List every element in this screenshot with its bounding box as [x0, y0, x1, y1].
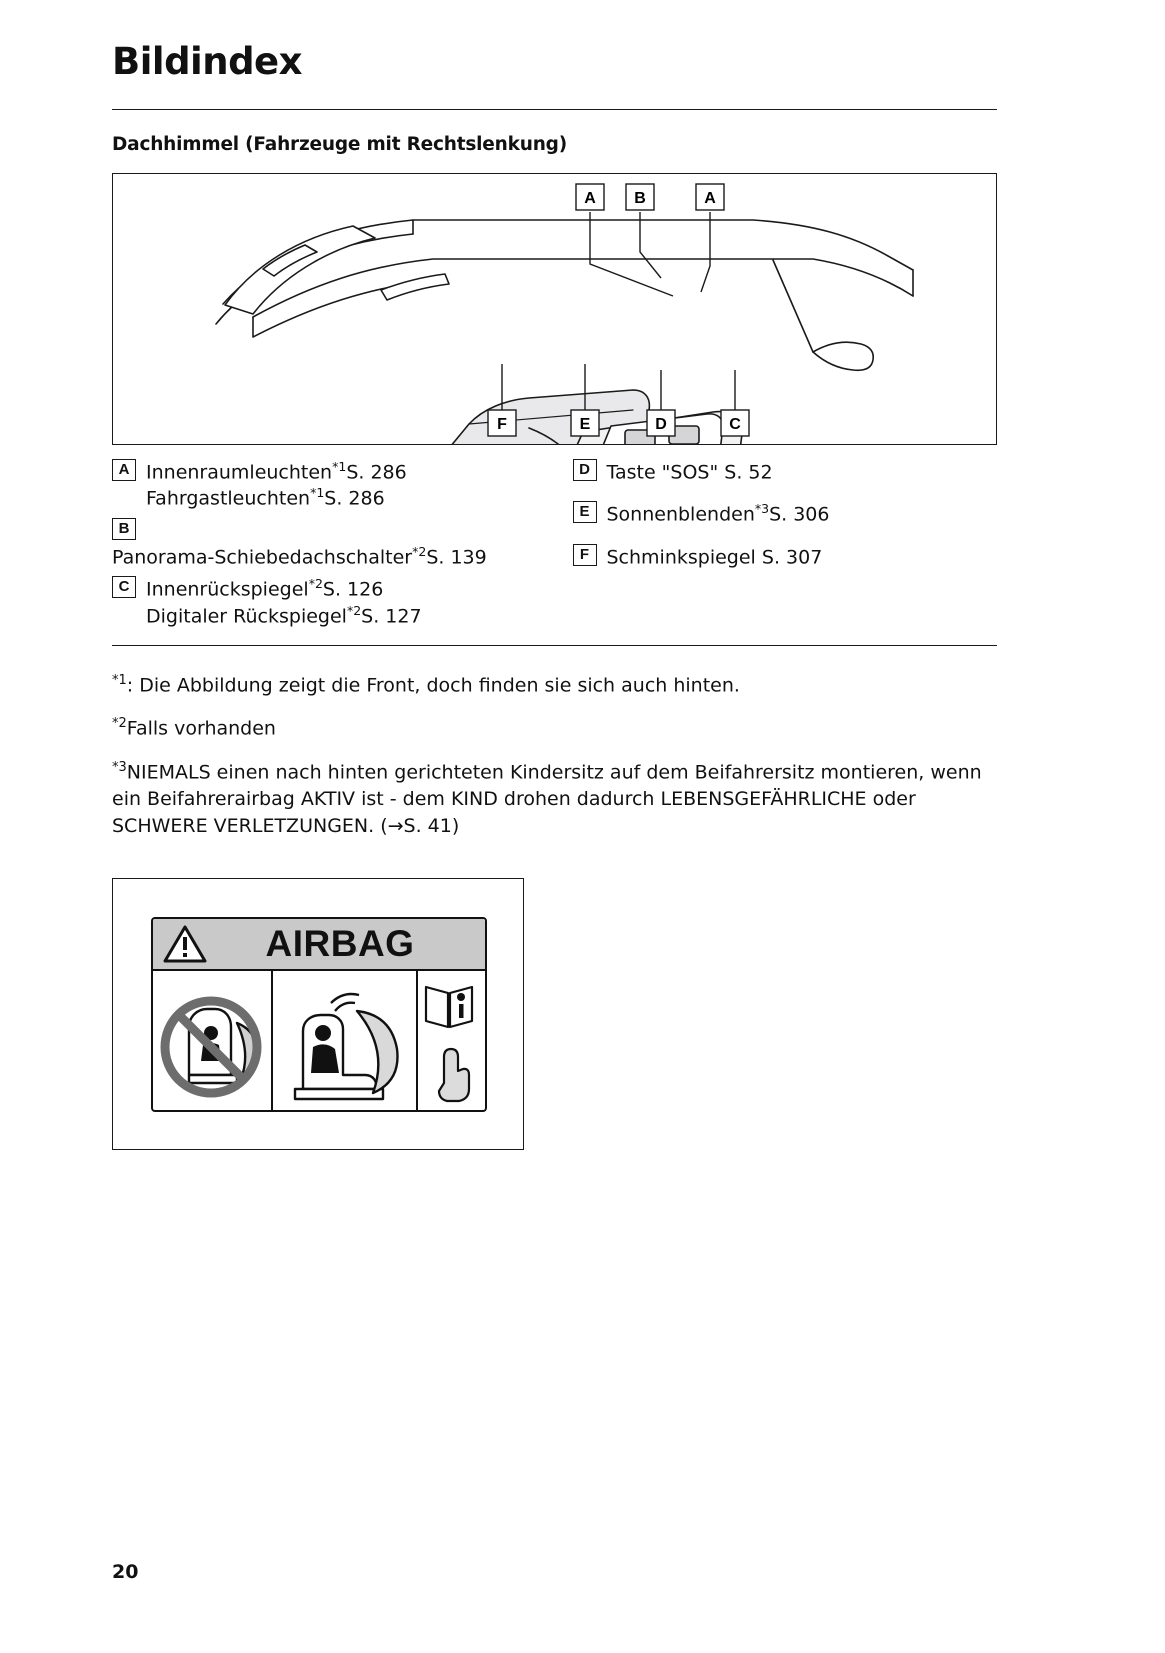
page-title: Bildindex [112, 40, 303, 83]
legend-column-left [112, 459, 555, 635]
legend-marker-c: C [112, 576, 136, 598]
svg-text:F: F [497, 416, 507, 433]
footnote-text: Falls vorhanden [126, 717, 276, 740]
legend-line-sup: *2 [346, 602, 362, 618]
legend-item-e [573, 501, 998, 527]
legend-line-page: S. 286 [346, 461, 407, 484]
figure-airbag-label [112, 878, 524, 1150]
legend-label-c [146, 576, 422, 629]
legend-column-right [555, 459, 998, 635]
legend-label-a [146, 459, 407, 512]
legend-line-page: S. 286 [324, 487, 385, 510]
legend-line-text: Sonnenblenden [606, 503, 755, 526]
legend-marker-f: F [573, 544, 597, 566]
svg-text:E: E [579, 416, 591, 433]
airbag-label-header [153, 919, 485, 971]
legend-item-b [112, 518, 555, 570]
legend-line-page: S. 306 [769, 503, 830, 526]
legend-item-a [112, 459, 555, 512]
legend-line-text: Panorama-Schiebedachschalter [112, 546, 413, 569]
read-manual-icon [418, 971, 481, 1111]
legend-line-page: S. 139 [426, 546, 487, 569]
svg-text:C: C [729, 416, 741, 433]
legend [112, 459, 997, 635]
figure-overhead-console [112, 173, 997, 445]
page-number: 20 [112, 1561, 139, 1583]
footnote-marker: *2 [112, 716, 127, 732]
legend-line-text: Schminkspiegel [606, 546, 762, 569]
legend-item-f [573, 544, 998, 570]
legend-marker-d: D [573, 459, 597, 481]
legend-line-page: S. 307 [761, 546, 823, 569]
legend-item-c [112, 576, 555, 629]
legend-line-text: Fahrgastleuchten [146, 487, 311, 510]
legend-line-text: Digitaler Rückspiegel [146, 604, 347, 627]
legend-line-text: Innenraumleuchten [146, 461, 333, 484]
footnote-text: NIEMALS einen nach hinten gerichteten Kindersitz auf dem Beifahrersitz montieren, wenn ein Beifahrerairbag AKTIV ist - dem KIND drohen dadurch LEBENSGEFÄHRLICHE oder SCHWERE VERLETZUNGEN. (→S. 41) [112, 760, 982, 837]
legend-line-text: Taste "SOS" [606, 461, 725, 484]
svg-text:A: A [584, 190, 596, 207]
airbag-deploy-seat-icon [273, 971, 418, 1111]
legend-divider [112, 645, 997, 646]
legend-label-e [607, 501, 830, 527]
legend-label-b [112, 544, 555, 570]
section-heading: Dachhimmel (Fahrzeuge mit Rechtslenkung) [112, 134, 567, 155]
document-page [112, 0, 997, 1653]
legend-item-d [573, 459, 998, 485]
legend-marker-e: E [573, 501, 597, 523]
legend-marker-a: A [112, 459, 136, 481]
svg-text:D: D [655, 416, 667, 433]
warning-triangle-icon [163, 924, 207, 964]
legend-line-sup: *1 [310, 485, 325, 501]
airbag-word: AIRBAG [265, 922, 415, 964]
legend-line-sup: *2 [308, 576, 323, 592]
legend-label-d [607, 459, 773, 485]
legend-line-text: Innenrückspiegel [146, 578, 309, 601]
footnote-marker: *1 [112, 673, 127, 689]
footnote-2 [112, 715, 997, 742]
no-rear-facing-child-seat-icon [153, 971, 273, 1111]
legend-line-sup: *2 [412, 543, 427, 559]
footnote-1 [112, 672, 997, 699]
svg-text:B: B [634, 190, 646, 207]
legend-line-page: S. 127 [361, 604, 422, 627]
legend-line-page: S. 126 [322, 578, 384, 601]
footnote-text: : Die Abbildung zeigt die Front, doch finden sie sich auch hinten. [126, 674, 740, 697]
legend-marker-b: B [112, 518, 136, 540]
figure-illustration [113, 174, 996, 444]
title-divider [112, 109, 997, 110]
legend-line-sup: *1 [332, 459, 347, 474]
footnote-3 [112, 759, 997, 840]
footnotes [112, 672, 997, 840]
airbag-warning-label [151, 917, 487, 1112]
footnote-marker: *3 [112, 759, 127, 775]
legend-line-page: S. 52 [724, 461, 773, 484]
svg-text:A: A [704, 190, 716, 207]
airbag-pictogram-row [153, 971, 485, 1111]
legend-line-sup: *3 [754, 501, 770, 517]
legend-label-f [607, 544, 823, 570]
